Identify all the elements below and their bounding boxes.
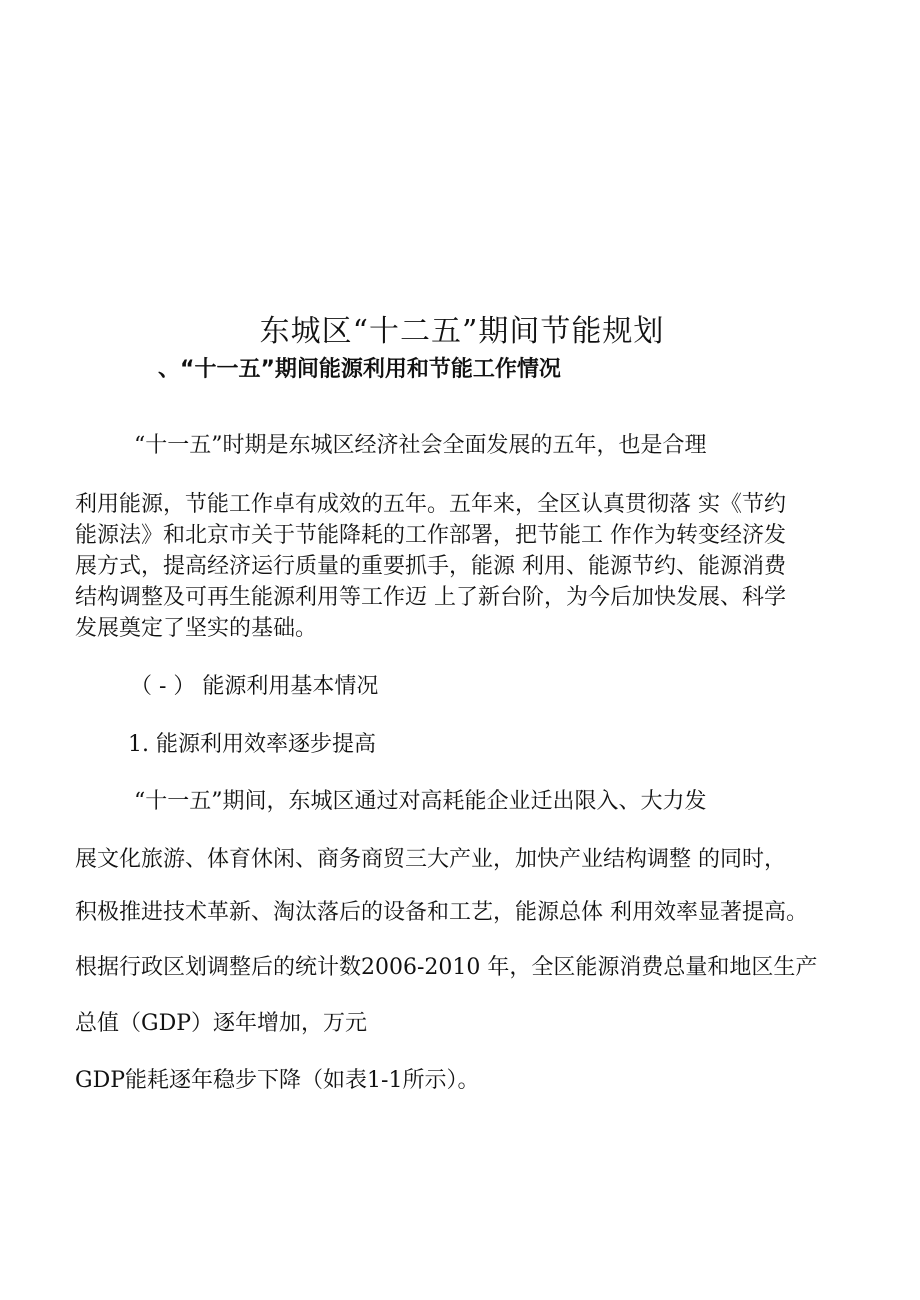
document-title: 东城区“十二五”期间节能规划 [259, 314, 665, 349]
paragraph-2-first-line: “十一五”期间，东城区通过对高耗能企业迁出限入、大力发 [134, 789, 707, 814]
section-heading: 、“十一五”期间能源利用和节能工作情况 [158, 357, 561, 382]
paragraph-line: 展方式，提高经济运行质量的重要抓手，能源 利用、能源节约、能源消费 [75, 554, 786, 579]
paragraph-line: 总值（GDP）逐年增加，万元 [75, 1011, 368, 1036]
paragraph-line: 能源法》和北京市关于节能降耗的工作部署，把节能工 作作为转变经济发 [75, 523, 786, 548]
paragraph-1-first-line: “十一五”时期是东城区经济社会全面发展的五年，也是合理 [134, 433, 707, 458]
paragraph-1-body [75, 489, 865, 644]
paragraph-line: 利用能源，节能工作卓有成效的五年。五年来，全区认真贯彻落 实《节约 [75, 492, 786, 517]
paragraph-line: 展文化旅游、体育休闲、商务商贸三大产业，加快产业结构调整 的同时， [75, 847, 786, 872]
paragraph-line: GDP能耗逐年稳步下降（如表1-1所示）。 [75, 1068, 480, 1093]
paragraph-line: 根据行政区划调整后的统计数2006-2010 年，全区能源消费总量和地区生产 [75, 955, 818, 980]
item-heading: 1. 能源利用效率逐步提高 [128, 732, 376, 757]
paragraph-line: 结构调整及可再生能源利用等工作迈 上了新台阶，为今后加快发展、科学 [75, 585, 786, 610]
paragraph-line: 发展奠定了坚实的基础。 [75, 616, 318, 641]
subsection-heading: （ - ） 能源利用基本情况 [130, 674, 379, 699]
paragraph-line: 积极推进技术革新、淘汰落后的设备和工艺，能源总体 利用效率显著提高。 [75, 900, 808, 925]
